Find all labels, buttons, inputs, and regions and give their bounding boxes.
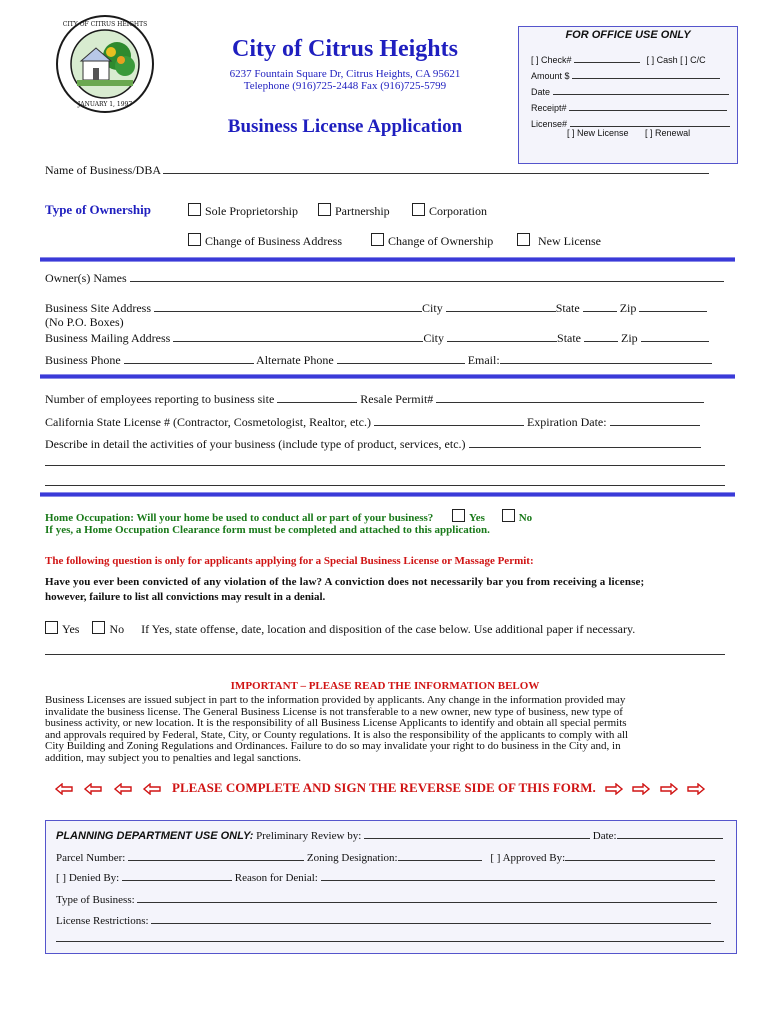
no-po-boxes-note: (No P.O. Boxes): [45, 315, 124, 329]
owners-label: Owner(s) Names: [45, 271, 127, 285]
parcel-number-field[interactable]: [128, 849, 304, 861]
section-divider: [40, 257, 735, 262]
type-of-business-label: Type of Business:: [56, 894, 135, 906]
planning-department-box: [45, 820, 737, 954]
planning-title: PLANNING DEPARTMENT USE ONLY:: [56, 830, 254, 842]
important-line: invalidate the business license. The General Business License is not transferable to a new owner, new type of business, new type of: [45, 705, 623, 718]
license-restrictions-label: License Restrictions:: [56, 915, 149, 927]
office-date-field[interactable]: [553, 83, 729, 95]
conviction-yes-checkbox[interactable]: [45, 621, 58, 634]
office-license-field[interactable]: [570, 115, 730, 127]
state-license-field[interactable]: [374, 414, 524, 426]
type-of-business-field[interactable]: [137, 891, 717, 903]
resale-permit-label: Resale Permit#: [360, 392, 434, 406]
mailing-state-label: State: [557, 331, 582, 345]
preliminary-review-label: Preliminary Review by:: [256, 830, 362, 842]
corporation-label: Corporation: [429, 204, 487, 218]
right-arrow-icon: [605, 783, 623, 795]
license-restrictions-field[interactable]: [151, 912, 711, 924]
partnership-checkbox[interactable]: [318, 203, 331, 216]
left-arrow-icon: [114, 783, 132, 795]
change-ownership-label: Change of Ownership: [388, 234, 494, 248]
home-occupation-no-label: No: [518, 512, 533, 524]
home-occupation-yes-checkbox[interactable]: [452, 509, 465, 522]
sole-proprietorship-label: Sole Proprietorship: [205, 204, 298, 218]
approved-by-field[interactable]: [565, 849, 715, 861]
planning-date-field[interactable]: [617, 827, 723, 839]
office-use-title: FOR OFFICE USE ONLY: [565, 29, 691, 41]
important-line: business activity, or new location. It is the responsibility of all Business License Applicants to identify and obtain all special permits: [45, 717, 627, 729]
site-city-field[interactable]: [446, 300, 556, 312]
expiration-date-label: Expiration Date:: [526, 415, 607, 429]
email-label: Email:: [467, 353, 500, 367]
section-divider: [40, 374, 735, 379]
alternate-phone-label: Alternate Phone: [256, 353, 334, 367]
reverse-side-notice: PLEASE COMPLETE AND SIGN THE REVERSE SIDE OF THIS FORM.: [172, 780, 596, 795]
email-field[interactable]: [500, 352, 712, 364]
expiration-date-field[interactable]: [610, 414, 700, 426]
change-address-label: Change of Business Address: [205, 234, 342, 248]
alternate-phone-field[interactable]: [337, 352, 465, 364]
resale-permit-field[interactable]: [436, 391, 704, 403]
mailing-zip-field[interactable]: [641, 330, 709, 342]
preliminary-review-field[interactable]: [364, 827, 590, 839]
office-new-license-label[interactable]: [ ] New License: [567, 128, 629, 138]
important-line: addition, may subject you to penalties and legal sanctions.: [45, 751, 301, 764]
form-title: Business License Application: [227, 116, 463, 137]
home-occupation-yes-label: Yes: [469, 512, 485, 524]
planning-date-label: Date:: [592, 830, 617, 842]
mailing-zip-label: Zip: [621, 331, 638, 345]
business-name-field[interactable]: [163, 162, 709, 174]
mailing-state-field[interactable]: [584, 330, 618, 342]
owners-field[interactable]: [130, 270, 724, 282]
state-license-label: California State License # (Contractor, Cosmetologist, Realtor, etc.): [45, 415, 371, 429]
home-occupation-question: Home Occupation: Will your home be used to conduct all or part of your business?: [45, 512, 434, 524]
office-renewal-label[interactable]: [ ] Renewal: [645, 128, 691, 138]
office-receipt-label: Receipt#: [531, 103, 567, 113]
zoning-designation-field[interactable]: [398, 849, 482, 861]
left-arrow-icon: [143, 783, 161, 795]
important-line: and approvals required by Federal, State, City, or County regulations. It is also the responsibility of the applicants to comply with all: [45, 728, 629, 741]
reason-for-denial-label: Reason for Denial:: [234, 872, 318, 884]
denied-by-field[interactable]: [122, 869, 232, 881]
city-name: City of Citrus Heights: [232, 36, 458, 62]
employees-field[interactable]: [277, 391, 357, 403]
parcel-number-label: Parcel Number:: [56, 852, 126, 864]
seal-top-text: CITY OF CITRUS HEIGHTS: [62, 21, 148, 28]
mailing-city-field[interactable]: [447, 330, 557, 342]
describe-field-2[interactable]: [45, 465, 725, 466]
site-zip-field[interactable]: [639, 300, 707, 312]
home-occupation-no-checkbox[interactable]: [502, 509, 515, 522]
reason-for-denial-field[interactable]: [321, 869, 715, 881]
special-license-notice: The following question is only for applicants applying for a Special Business License or Massage Permit:: [45, 555, 534, 567]
important-line: City Building and Zoning Regulations and Ordinances. Failure to do so may invalidate your right to do business in the City and, in: [45, 740, 621, 752]
site-address-label: Business Site Address: [45, 301, 152, 315]
site-state-label: State: [555, 301, 580, 315]
conviction-yes-label: Yes: [62, 622, 80, 636]
ownership-label: Type of Ownership: [45, 202, 151, 217]
site-state-field[interactable]: [583, 300, 617, 312]
change-address-checkbox[interactable]: [188, 233, 201, 246]
mailing-city-label: City: [423, 331, 445, 345]
office-use-box: [518, 26, 738, 164]
business-phone-field[interactable]: [124, 352, 254, 364]
license-restrictions-field-2[interactable]: [56, 941, 724, 942]
change-ownership-checkbox[interactable]: [371, 233, 384, 246]
mailing-address-field[interactable]: [173, 330, 423, 342]
city-phone-fax: Telephone (916)725-2448 Fax (916)725-5799: [243, 80, 447, 92]
important-text: [45, 695, 735, 764]
important-line: Business Licenses are issued subject in part to the information provided by applicants. Any change in the information provided may: [45, 694, 626, 706]
city-seal: [55, 14, 155, 114]
office-amount-label: Amount $: [531, 71, 570, 81]
site-city-label: City: [422, 301, 443, 315]
conviction-if-yes-instructions: If Yes, state offense, date, location and disposition of the case below. Use additional paper if necessary.: [141, 622, 636, 636]
office-receipt-field[interactable]: [569, 99, 727, 111]
describe-label: Describe in detail the activities of your business (include type of product, services, etc.): [45, 437, 466, 451]
left-arrow-icon: [84, 783, 102, 795]
corporation-checkbox[interactable]: [412, 203, 425, 216]
right-arrow-icon: [660, 783, 678, 795]
conviction-question-line1: Have you ever been convicted of any violation of the law? A conviction does not necessarily bar you from receiving a license;: [45, 576, 645, 588]
conviction-no-checkbox[interactable]: [92, 621, 105, 634]
sole-proprietorship-checkbox[interactable]: [188, 203, 201, 216]
denied-by-label[interactable]: [ ] Denied By:: [56, 872, 120, 884]
office-date-label: Date: [531, 87, 551, 97]
approved-by-label[interactable]: [ ] Approved By:: [490, 852, 566, 864]
section-divider: [40, 492, 735, 497]
site-zip-label: Zip: [619, 301, 637, 315]
partnership-label: Partnership: [335, 204, 390, 218]
important-heading: IMPORTANT – PLEASE READ THE INFORMATION BELOW: [230, 680, 540, 692]
right-arrow-icon: [687, 783, 705, 795]
employees-label: Number of employees reporting to business site: [45, 392, 275, 406]
home-occupation-note: If yes, a Home Occupation Clearance form must be completed and attached to this application.: [45, 524, 490, 536]
describe-field-1[interactable]: [469, 436, 701, 448]
office-license-label: License#: [531, 119, 568, 129]
describe-field-3[interactable]: [45, 485, 725, 486]
right-arrow-icon: [632, 783, 650, 795]
conviction-details-field[interactable]: [45, 654, 725, 655]
mailing-address-label: Business Mailing Address: [45, 331, 171, 345]
office-check-label: [ ] Check#: [531, 55, 572, 65]
zoning-designation-label: Zoning Designation:: [306, 852, 398, 864]
office-cash-cc-label: [ ] Cash [ ] C/C: [646, 55, 706, 65]
office-check-field[interactable]: [574, 51, 640, 63]
conviction-no-label: No: [109, 622, 125, 636]
seal-bottom-text: JANUARY 1, 1997: [77, 101, 133, 108]
new-license-label: New License: [538, 234, 601, 248]
conviction-question-line2: however, failure to list all convictions may result in a denial.: [45, 591, 326, 603]
city-address: 6237 Fountain Square Dr, Citrus Heights, CA 95621: [229, 68, 461, 80]
site-address-field[interactable]: [154, 300, 422, 312]
left-arrow-icon: [55, 783, 73, 795]
business-name-label: Name of Business/DBA: [45, 163, 161, 177]
new-license-checkbox[interactable]: [517, 233, 530, 246]
office-amount-field[interactable]: [572, 67, 720, 79]
business-phone-label: Business Phone: [45, 353, 121, 367]
